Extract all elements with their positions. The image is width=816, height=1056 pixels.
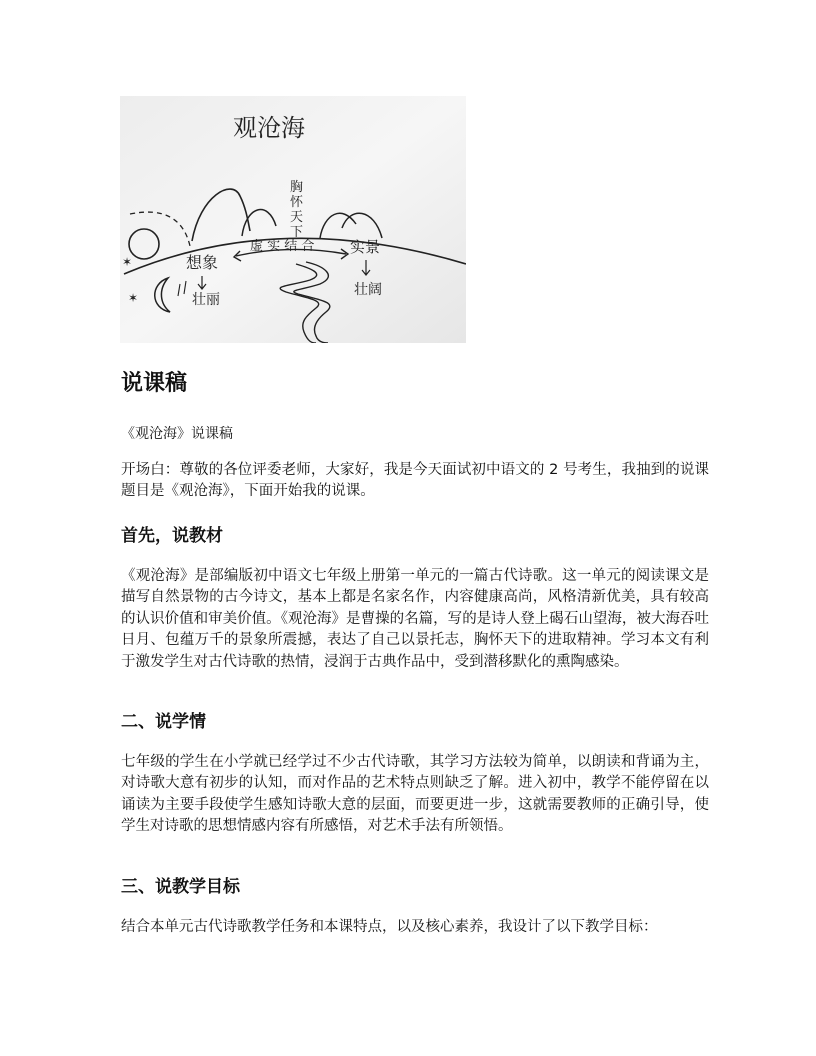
section-student-paragraph: 七年级的学生在小学就已经学过不少古代诗歌，其学习方法较为简单，以朗读和背诵为主，对诗歌大意有初步的认知，而对作品的艺术特点则缺乏了解。进入初中，教学不能停留在以诵读为主要手段使学生感知诗歌大意的层面，而要更进一步，这就需要教师的正确引导，使学生对诗歌的思想情感内容有所感悟，对艺术手法有所领悟。 bbox=[121, 754, 709, 835]
label-combine: 虚 实 结 合 bbox=[250, 239, 315, 254]
label-heart-4: 下 bbox=[290, 225, 304, 240]
label-heart-2: 怀 bbox=[290, 195, 304, 210]
sketch-drawing bbox=[120, 96, 466, 343]
star-mark-2: ✶ bbox=[128, 291, 139, 305]
star-mark-1: ✶ bbox=[122, 255, 133, 269]
label-heart-3: 天 bbox=[290, 210, 304, 225]
opening-paragraph: 开场白：尊敬的各位评委老师，大家好，我是今天面试初中语文的 2 号考生，我抽到的说课题目是《观沧海》，下面开始我的说课。 bbox=[121, 462, 709, 500]
document-subtitle: 《观沧海》说课稿 bbox=[121, 426, 233, 442]
document-title: 说课稿 bbox=[121, 371, 188, 396]
label-real-result: 壮阔 bbox=[354, 282, 382, 298]
label-imagine-result: 壮丽 bbox=[192, 292, 220, 308]
section-student-heading: 二、说学情 bbox=[121, 712, 206, 732]
section-goal-heading: 三、说教学目标 bbox=[121, 877, 240, 897]
section-goal-paragraph: 结合本单元古代诗歌教学任务和本课特点，以及核心素养，我设计了以下教学目标： bbox=[121, 919, 658, 935]
label-real: 实景 bbox=[350, 238, 381, 256]
label-heart-1: 胸 bbox=[290, 180, 304, 195]
section-material-paragraph: 《观沧海》是部编版初中语文七年级上册第一单元的一篇古代诗歌。这一单元的阅读课文是描写自然景物的古今诗文，基本上都是名家名作，内容健康高尚，风格清新优美，具有较高的认识价值和审美价值。《观沧海》是曹操的名篇，写的是诗人登上碣石山望海，被大海吞吐日月、包蕴万千的景象所震撼，表达了自己以景托志，胸怀天下的进取精神。学习本文有利于激发学生对古代诗歌的热情，浸润于古典作品中，受到潜移默化的熏陶感染。 bbox=[121, 568, 709, 670]
label-imagine: 想象 bbox=[186, 253, 219, 272]
section-material-heading: 首先，说教材 bbox=[121, 526, 223, 546]
sketch-title: 观沧海 bbox=[233, 114, 305, 142]
blackboard-sketch-photo bbox=[120, 96, 466, 343]
